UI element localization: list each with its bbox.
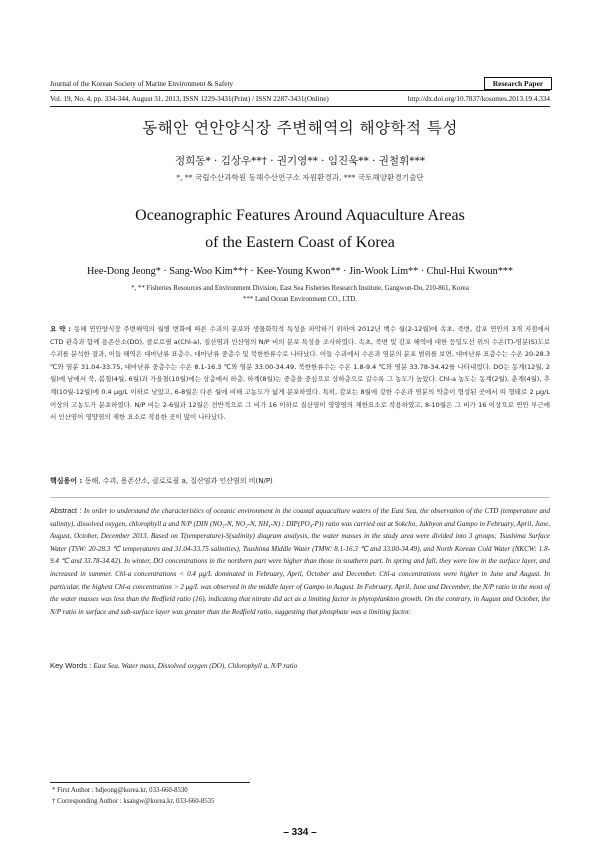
english-abstract bbox=[50, 505, 550, 618]
footnote-first-author: * First Author : hdjeong@korea.kr, 033-660-8530 bbox=[52, 787, 188, 794]
footnote-corresponding-author: † Corresponding Author : ksangw@korea.kr, 033-660-8535 bbox=[52, 798, 215, 805]
english-affiliation-2: *** Land Ocean Environment CO., LTD. bbox=[242, 296, 358, 303]
english-title-line-2: of the Eastern Coast of Korea bbox=[205, 234, 395, 251]
english-keywords-text: East Sea, Water mass, Dissolved oxygen (DO), Chlorophyll a, N/P ratio bbox=[93, 662, 298, 670]
korean-affiliation: *, ** 국립수산과학원 동해수산연구소 자원환경과, *** 국토해양환경기술단 bbox=[176, 173, 424, 182]
korean-keywords bbox=[50, 476, 550, 486]
article-type-badge: Research Paper bbox=[484, 77, 552, 90]
korean-title: 동해안 연안양식장 주변해역의 해양학적 특성 bbox=[142, 119, 458, 137]
section-divider bbox=[50, 497, 550, 498]
korean-authors: 정희동* · 김상우**† · 권기영** · 임진욱** · 권철휘*** bbox=[175, 155, 425, 167]
korean-abstract bbox=[50, 323, 550, 424]
korean-abstract-text: 동해 연안양식장 주변해역의 월별 변화에 따른 수괴의 분포와 생물화학적 특성을 파악하기 위하여 2012년 백수 월(2-12월)에 속초, 죽변, 감포 연안의 3개 지점에서 CTD 관측과 함께 용존산소(DO), 클로로필 a(Chl-a), 질산염과 인산염의 N/P 비의 분포 특성을 조사하였다. 속초, 죽변 및 감포 해역에 대한 등밀도선 위의 수온(T)-염분(S)도로 수괴를 분석한 결과, 이들 해역은 대마난류 표층수, 대마난류 중층수 및 북한한류수로 나타났다. 이들 수괴에서 수온과 염분의 분포 범위를 보면, 대마난류 표층수는 수온 20-28.3 ℃와 염분 31.04-33.75, 대마난류 중층수는 수온 8.1-16.3 ℃와 염분 33.00-34.49, 북한한류수는 수온 1.8-9.4 ℃와 염분 33.78-34.42를 나타내었다. DO는 동계(12월, 2월)에 남에서 북, 봄철(4월, 6월)과 가을철(10월)에는 상층에서 하층, 하계(8월)는 중층을 중심으로 상하층으로 갈수록 그 농도가 높았다. Chl-a 농도는 동계(2월), 춘계(4월), 추계(10월-12월)에 0.4 μg/L 이하로 낮았고, 6-8월은 다른 월에 비해 고농도가 넓게 분포하였다. 특히, 감포는 8월에 강한 수온과 염분의 약층이 형성된 곳에서 띠 형태로 2 μg/L 이상의 고농도가 분포하였다. N/P 비는 2-6월과 12월은 전반적으로 그 비가 16 이하로 질산염이 영양염의 제한요소로 작용하였고, 8-10월은 그 비가 16 이상으로 연안 부근에서 인산염이 영양염의 제한 요소로 작용한 곳이 많이 나타났다. bbox=[50, 325, 550, 422]
english-abstract-label: Abstract : bbox=[50, 506, 84, 515]
english-title-line-1: Oceanographic Features Around Aquaculture Areas bbox=[135, 207, 465, 224]
volume-info: Vol. 19, No. 4, pp. 334-344, August 31, 2013, ISSN 1229-3431(Print) / ISSN 2287-3431(Online) bbox=[50, 95, 329, 103]
journal-name: Journal of the Korean Society of Marine Environment & Safety bbox=[50, 80, 234, 88]
header-rule-top bbox=[50, 90, 550, 91]
korean-keywords-label: 핵심용어 : bbox=[50, 477, 85, 485]
english-keywords bbox=[50, 661, 550, 670]
header-rule-bottom bbox=[50, 106, 550, 107]
page-number: – 334 – bbox=[283, 827, 317, 838]
korean-keywords-text: 동해, 수괴, 용존산소, 클로로필 a, 질산염과 인산염의 비(N/P) bbox=[84, 477, 273, 485]
footnote-rule bbox=[50, 782, 250, 783]
english-title bbox=[0, 202, 600, 256]
english-authors: Hee-Dong Jeong* · Sang-Woo Kim**† · Kee-Young Kwon** · Jin-Wook Lim** · Chul-Hui Kwoun*** bbox=[86, 266, 513, 277]
korean-abstract-label: 요 약 : bbox=[50, 325, 74, 333]
english-abstract-text: In order to understand the characteristics of oceanic environment in the coastal aquaculture waters of the East Sea, the observation of the CTD (temperature and salinity), dissolved oxygen, chlorophyll a and N/P (DIN (NO₃-N, NO₂-N, NH₄-N) : DIP(PO₄-P)) ratio was carried out at Sokcho, Jukbyon and Gampo in February, April, June, August, October, December 2013. Based on T(temperature)-S(salinity) diagram analysis, the water masses in the study area were divided into 3 groups; Tsushima Surface Water (TSW: 20-28.3 ℃ temperatures and 31.04-33.75 salinities), Tsushima Middle Water (TMW: 8.1-16.3 ℃ and 33.00-34.49), and North Korean Cold Water (NKCW: 1.8-9.4 ℃ and 33.78-34.42). In winter, DO concentrations in the northern part were higher than those in southern part. In spring and fall, they were low in the surface layer, and increased in summer. Chl-a concentrations < 0.4 μg/L dominated in February, April, October and December. Chl-a concentrations were higher in June and August. In particular, the highest Chl-a concentration > 2 μg/L was observed in the middle layer of Gampo in August. In February, April, June and December, the N/P ratio in the most of the water masses was less than the Redfield ratio (16), indicating that nitrate did act as a limiting factor in phytoplankton growth. On the contrary, in August and October, the N/P ratio in surface and sub-surface layer was greater than the Redfield ratio, suggesting that phosphate was a limiting factor. bbox=[50, 507, 550, 616]
english-keywords-label: Key Words : bbox=[50, 661, 94, 670]
english-affiliation-1: *, ** Fisheries Resources and Environment Division, East Sea Fisheries Research Institute, Gangwon-Do, 210-861, Korea bbox=[131, 285, 469, 292]
doi-link[interactable]: http://dx.doi.org/10.7837/kosomes.2013.19.4.334 bbox=[407, 95, 550, 103]
